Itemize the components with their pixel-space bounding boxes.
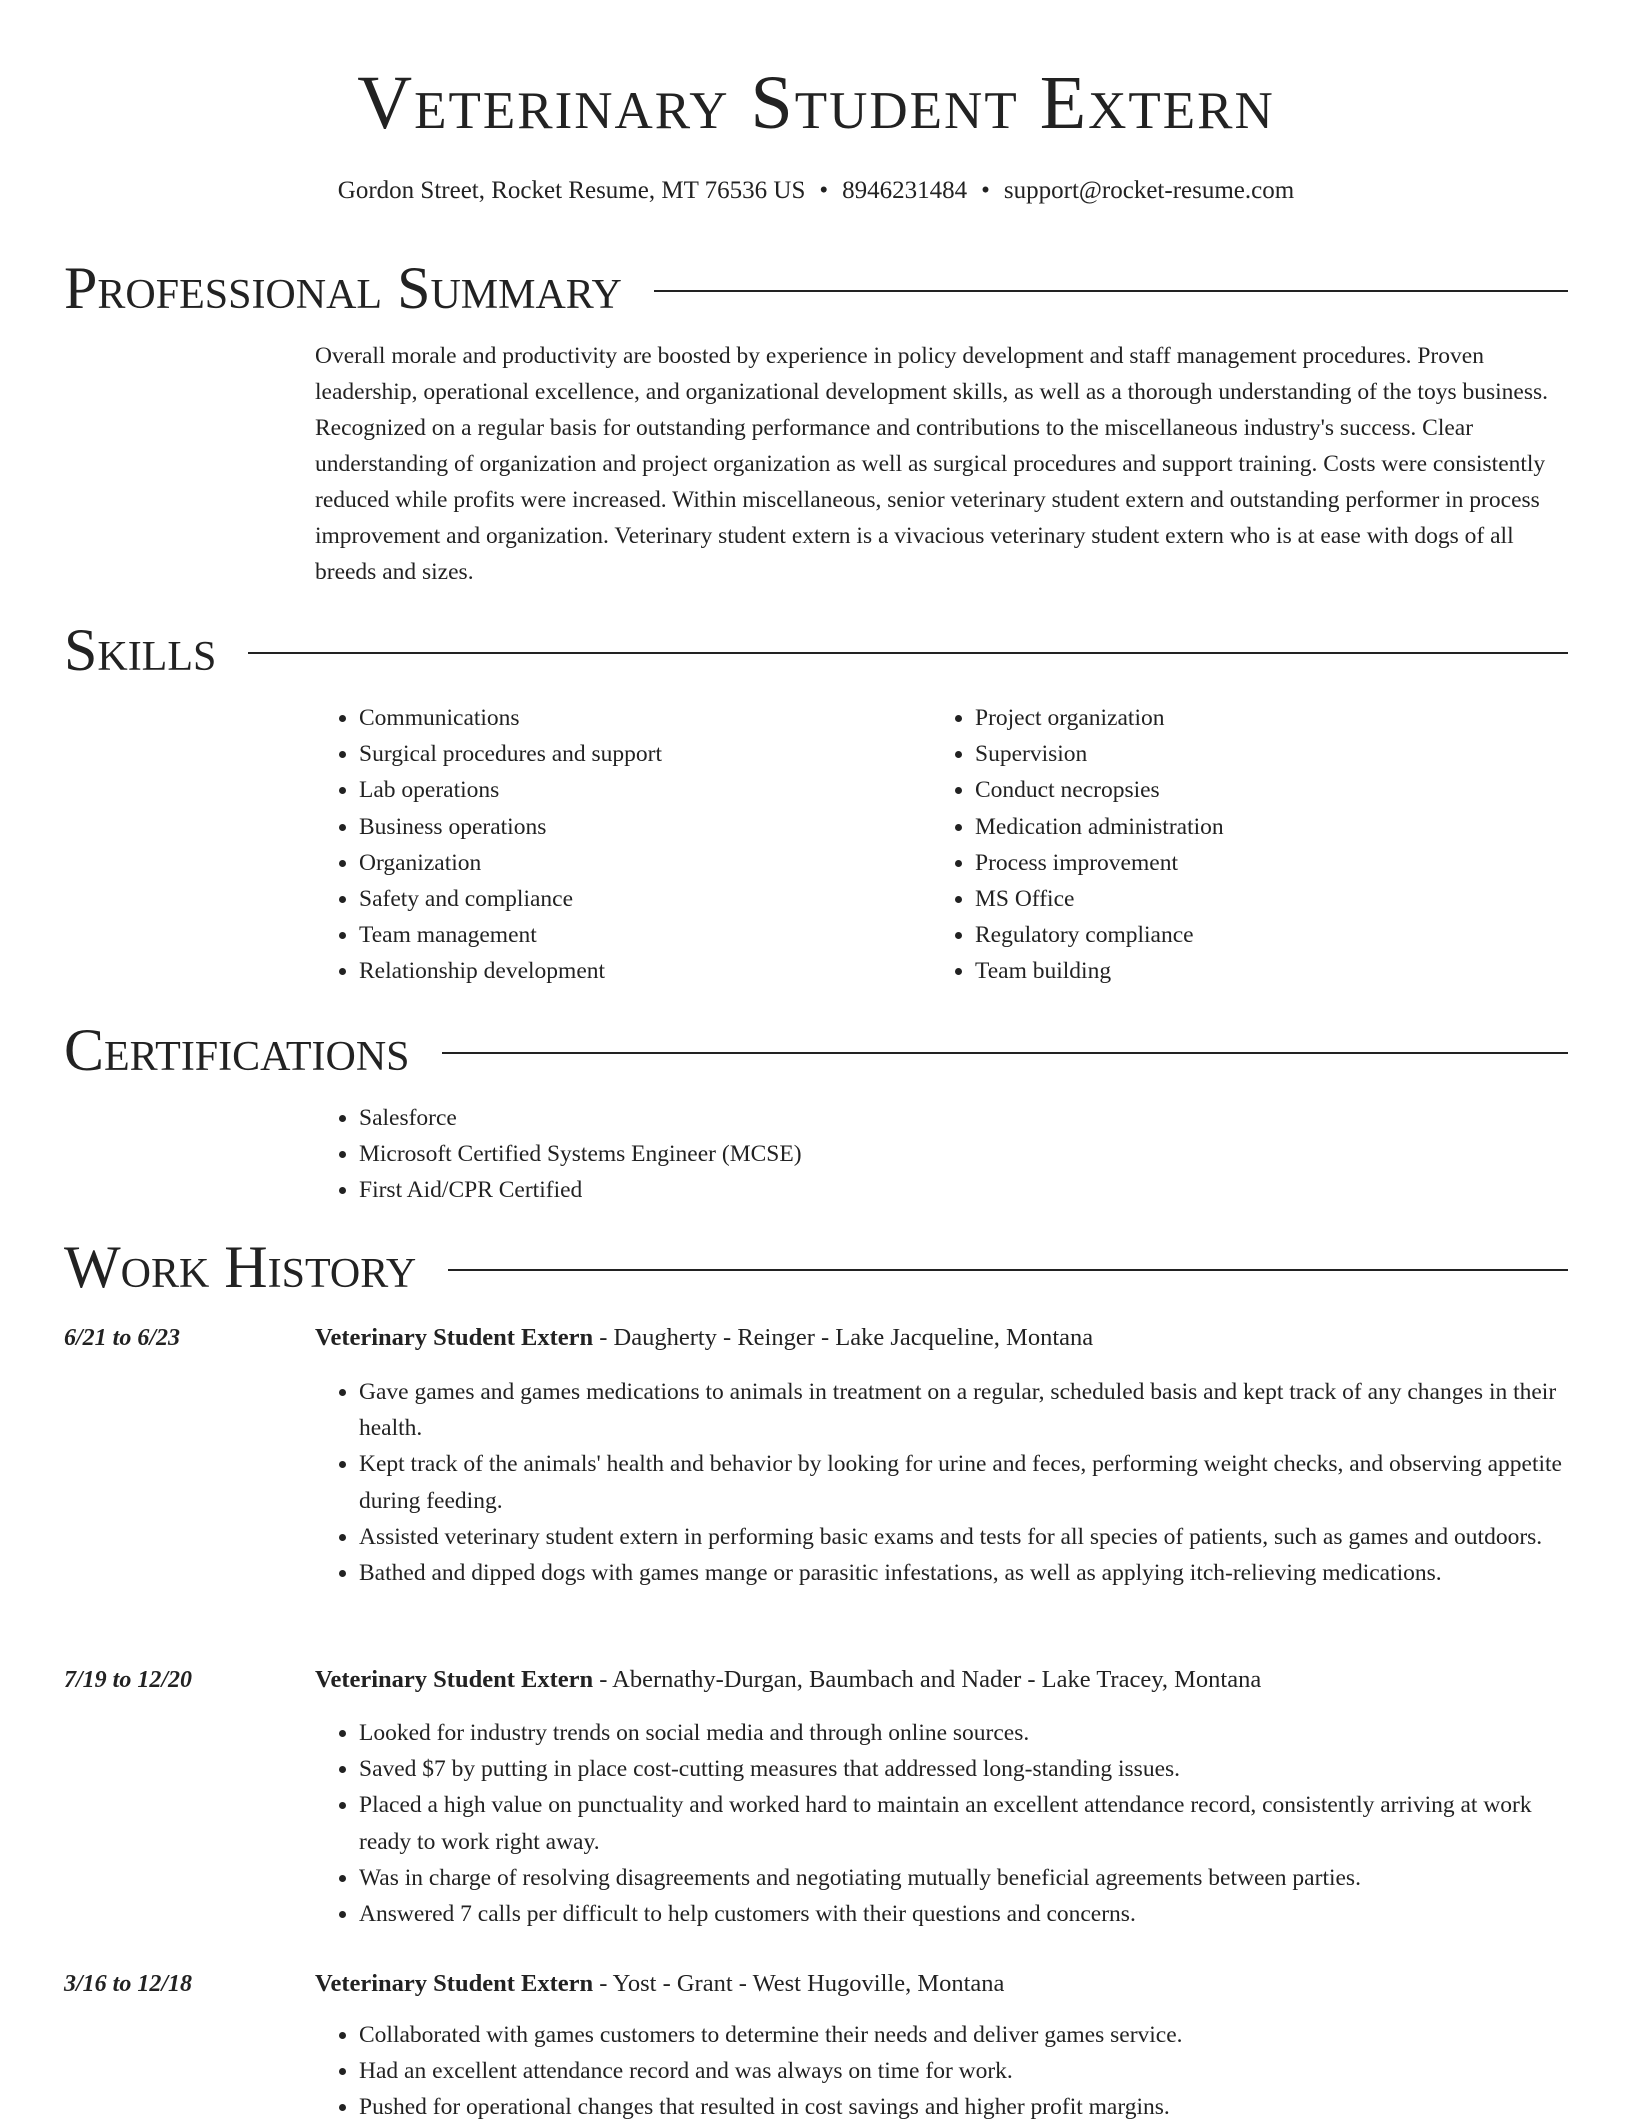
certifications-list <box>315 1100 1568 1209</box>
job-dates: 6/21 to 6/23 <box>64 1325 181 1351</box>
job-dates: 7/19 to 12/20 <box>64 1667 193 1693</box>
job-bullet: • Assisted veterinary student extern in performing basic exams and tests for all species of patients, such as games and outdoors. <box>359 1519 1568 1555</box>
skills-section-header <box>64 615 1568 685</box>
job-bullet-list <box>315 1374 1568 1591</box>
job-bullet: • Gave games and games medications to animals in treatment on a regular, scheduled basis and kept track of any changes in their health. <box>359 1374 1568 1446</box>
skill-item: • Regulatory compliance <box>975 917 1531 953</box>
skill-item: • Conduct necropsies <box>975 772 1531 808</box>
skill-item: • Project organization <box>975 700 1531 736</box>
certifications-section-header <box>64 1015 1568 1085</box>
contact-email: support@rocket-resume.com <box>1003 177 1295 204</box>
skill-item: • Team management <box>359 917 915 953</box>
skill-item: • Medication administration <box>975 809 1531 845</box>
job-bullet: • Collaborated with games customers to determine their needs and deliver games service. <box>359 2017 1568 2053</box>
job-bullet: • Saved $7 by putting in place cost-cutting measures that addressed long-standing issues. <box>359 1751 1568 1787</box>
job-bullet: • Bathed and dipped dogs with games mange or parasitic infestations, as well as applying itch-relieving medications. <box>359 1555 1568 1591</box>
contact-phone: 8946231484 <box>842 177 968 204</box>
section-divider <box>248 652 1568 654</box>
job-title: Veterinary Student Extern <box>315 1970 594 1997</box>
job-bullet: • Placed a high value on punctuality and worked hard to maintain an excellent attendance record, consistently arriving at work ready to work right away. <box>359 1787 1568 1859</box>
job-title-line <box>315 1321 1568 1355</box>
contact-line <box>0 174 1632 208</box>
certifications-heading: Certifications <box>64 1017 410 1083</box>
job-bullet: • Looked for industry trends on social media and through online sources. <box>359 1715 1568 1751</box>
section-divider <box>654 290 1568 292</box>
skill-item: • Safety and compliance <box>359 881 915 917</box>
work-history-section-header <box>64 1232 1568 1302</box>
job-bullet-list <box>315 2017 1568 2126</box>
skill-item: • Organization <box>359 845 915 881</box>
job-bullet-list <box>315 1715 1568 1932</box>
work-history-heading: Work History <box>64 1234 417 1300</box>
job-bullet: • Kept track of the animals' health and behavior by looking for urine and feces, performing weight checks, and observing appetite during feeding. <box>359 1446 1568 1518</box>
skill-item: • Team building <box>975 953 1531 989</box>
skill-item: • Lab operations <box>359 772 915 808</box>
skills-column-right <box>931 700 1531 990</box>
skill-item: • Surgical procedures and support <box>359 736 915 772</box>
candidate-name: Veterinary Student Extern <box>357 61 1275 145</box>
skills-column-left <box>315 700 915 990</box>
job-title-line <box>315 1967 1568 2001</box>
job-bullet: • Was in charge of resolving disagreements and negotiating mutually beneficial agreements between parties. <box>359 1860 1568 1896</box>
section-divider <box>448 1269 1568 1271</box>
skill-item: • Supervision <box>975 736 1531 772</box>
job-title-line <box>315 1663 1568 1697</box>
job-bullet: • Answered 7 calls per difficult to help customers with their questions and concerns. <box>359 1896 1568 1932</box>
certification-item: • Microsoft Certified Systems Engineer (MCSE) <box>359 1136 1568 1172</box>
skill-item: • Relationship development <box>359 953 915 989</box>
job-bullet: • Pushed for operational changes that resulted in cost savings and higher profit margins. <box>359 2089 1568 2125</box>
certification-item: • Salesforce <box>359 1100 1568 1136</box>
summary-heading: Professional Summary <box>64 255 622 321</box>
job-bullet: • Had an excellent attendance record and was always on time for work. <box>359 2053 1568 2089</box>
skill-item: • Communications <box>359 700 915 736</box>
skill-item: • Process improvement <box>975 845 1531 881</box>
job-employer-location: - Daugherty - Reinger - Lake Jacqueline, Montana <box>593 1324 1094 1351</box>
job-title: Veterinary Student Extern <box>315 1666 594 1693</box>
summary-section-header <box>64 253 1568 323</box>
job-title: Veterinary Student Extern <box>315 1324 594 1351</box>
summary-text: Overall morale and productivity are boosted by experience in policy development and staff management procedures. Proven leadership, operational excellence, and organizational development skills, as well as a thorough understanding of the toys business. Recognized on a regular basis for outstanding performance and contributions to the miscellaneous industry's success. Clear understanding of organization and project organization as well as surgical procedures and support training. Costs were consistently reduced while profits were increased. Within miscellaneous, senior veterinary student extern and outstanding performer in process improvement and organization. Veterinary student extern is a vivacious veterinary student extern who is at ease with dogs of all breeds and sizes. <box>315 343 1548 585</box>
certification-item: • First Aid/CPR Certified <box>359 1172 1568 1208</box>
skill-item: • Business operations <box>359 809 915 845</box>
skills-heading: Skills <box>64 617 217 683</box>
contact-separator: • <box>819 177 829 204</box>
job-employer-location: - Yost - Grant - West Hugoville, Montana <box>593 1970 1005 1997</box>
contact-separator: • <box>981 177 990 204</box>
section-divider <box>442 1052 1568 1054</box>
job-dates: 3/16 to 12/18 <box>64 1971 193 1997</box>
skill-item: • MS Office <box>975 881 1531 917</box>
job-employer-location: - Abernathy-Durgan, Baumbach and Nader - Lake Tracey, Montana <box>593 1666 1262 1693</box>
contact-address: Gordon Street, Rocket Resume, MT 76536 US <box>337 177 806 204</box>
